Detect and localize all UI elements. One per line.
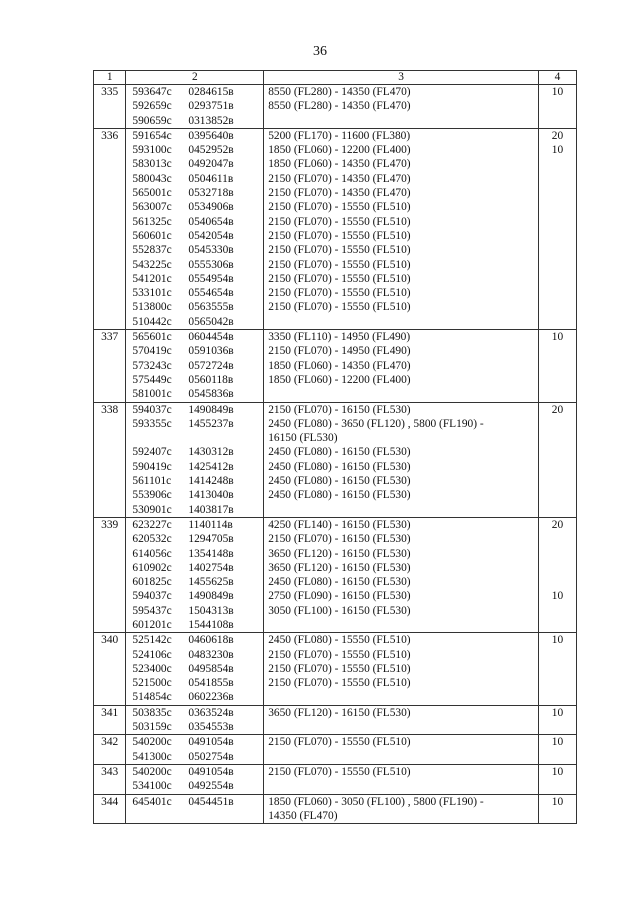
coordinates-cell: [126, 330, 264, 402]
longitude: 1402754в: [188, 561, 234, 574]
altitude-range: 2150 (FL070) - 16150 (FL530): [268, 403, 411, 416]
value: 20: [551, 129, 564, 142]
coordinate-line: [132, 460, 263, 474]
page-number: 36: [313, 44, 327, 59]
value-cell: [539, 330, 577, 402]
altitude-range: 3650 (FL120) - 16150 (FL530): [268, 547, 411, 560]
longitude: 0293751в: [188, 100, 234, 113]
altitude-range: 2150 (FL070) - 15550 (FL510): [268, 301, 411, 314]
row-number: 336: [94, 128, 126, 329]
value: 10: [551, 706, 564, 719]
altitude-range: 2150 (FL070) - 14350 (FL470): [268, 172, 411, 185]
value-cell: [539, 705, 577, 735]
latitude: 503835с: [132, 706, 172, 719]
altitude-cell: [264, 764, 539, 794]
altitude-range: 2150 (FL070) - 14350 (FL470): [268, 187, 411, 200]
latitude: 573243с: [132, 359, 172, 372]
coordinate-line: [132, 735, 263, 749]
table-body: [94, 71, 577, 824]
header-col-1: 1: [94, 71, 126, 85]
coordinate-line: [132, 85, 263, 99]
longitude: 0560118в: [188, 373, 234, 386]
value-cell: [539, 764, 577, 794]
value-cell: [539, 633, 577, 705]
coordinate-line: [132, 114, 263, 128]
altitude-range: 2450 (FL080) - 15550 (FL510): [268, 634, 411, 647]
latitude: 521500с: [132, 677, 172, 690]
longitude: 0354553в: [188, 721, 234, 734]
longitude: 1414248в: [188, 475, 234, 488]
longitude: 1430312в: [188, 446, 234, 459]
value: [539, 547, 576, 561]
longitude: 0554654в: [188, 287, 234, 300]
longitude: 1455237в: [188, 417, 234, 430]
longitude: 1403817в: [188, 503, 234, 516]
coordinates-cell: [126, 764, 264, 794]
latitude: 583013с: [132, 158, 172, 171]
coordinate-line: [132, 200, 263, 214]
latitude: 561101с: [132, 475, 172, 488]
coordinate-line: [132, 258, 263, 272]
longitude: 1490849в: [188, 403, 234, 416]
altitude-cell: [264, 735, 539, 765]
latitude: 540200с: [132, 765, 172, 778]
altitude-range: 5200 (FL170) - 11600 (FL380): [268, 129, 411, 142]
value: 10: [551, 634, 564, 647]
coordinates-cell: [126, 735, 264, 765]
altitude-range: 2450 (FL080) - 16150 (FL530): [268, 576, 411, 589]
value: 10: [551, 86, 564, 98]
latitude: 645401с: [132, 795, 172, 808]
coordinate-line: [132, 706, 263, 720]
coordinates-cell: [126, 517, 264, 632]
coordinate-line: [132, 618, 263, 632]
coordinate-line: [132, 633, 263, 647]
altitude-range: 2150 (FL070) - 14950 (FL490): [268, 345, 411, 358]
latitude: 593647с: [132, 86, 172, 98]
altitude-cell: [264, 633, 539, 705]
value: 20: [551, 518, 564, 531]
table-row: [94, 402, 577, 517]
coordinate-line: [132, 561, 263, 575]
latitude: 565601с: [132, 331, 172, 344]
longitude: 0532718в: [188, 187, 234, 200]
coordinate-line: [132, 779, 263, 793]
altitude-range: 3650 (FL120) - 16150 (FL530): [268, 706, 411, 719]
longitude: 1294705в: [188, 533, 234, 546]
airspace-table: [93, 70, 577, 824]
altitude-range: 14350 (FL470): [268, 809, 338, 822]
coordinate-line: [132, 648, 263, 662]
latitude: 553906с: [132, 489, 172, 502]
latitude: 541300с: [132, 750, 172, 763]
coordinate-line: [132, 243, 263, 257]
latitude: 534100с: [132, 780, 172, 793]
altitude-cell: [264, 705, 539, 735]
altitude-range: 2150 (FL070) - 15550 (FL510): [268, 736, 411, 749]
longitude: 0565042в: [188, 315, 234, 328]
altitude-range: 8550 (FL280) - 14350 (FL470): [268, 100, 411, 113]
longitude: 0555306в: [188, 258, 234, 271]
longitude: 1425412в: [188, 460, 234, 473]
altitude-range: 2150 (FL070) - 15550 (FL510): [268, 677, 411, 690]
row-number: 343: [94, 764, 126, 794]
altitude-range: 2450 (FL080) - 3650 (FL120) , 5800 (FL190) -: [268, 417, 484, 430]
latitude: 533101с: [132, 287, 172, 300]
altitude-range: 2150 (FL070) - 15550 (FL510): [268, 272, 411, 285]
altitude-range: 4250 (FL140) - 16150 (FL530): [268, 518, 411, 531]
latitude: 594037с: [132, 590, 172, 603]
longitude: 0572724в: [188, 359, 234, 372]
coordinate-line: [132, 676, 263, 690]
altitude-range: 3050 (FL100) - 16150 (FL530): [268, 604, 411, 617]
longitude: 1490849в: [188, 590, 234, 603]
value: [539, 575, 576, 589]
value: [539, 532, 576, 546]
header-col-2: 2: [126, 71, 264, 85]
coordinate-line: [132, 300, 263, 314]
value: 10: [551, 736, 564, 749]
table-row: [94, 128, 577, 329]
longitude: 0591036в: [188, 345, 234, 358]
longitude: 0604454в: [188, 331, 234, 344]
latitude: 561325с: [132, 215, 172, 228]
header-row: [94, 71, 577, 85]
longitude: 0545836в: [188, 388, 234, 401]
coordinate-line: [132, 589, 263, 603]
altitude-range: 8550 (FL280) - 14350 (FL470): [268, 86, 411, 98]
longitude: 0460618в: [188, 634, 234, 647]
coordinate-line: [132, 518, 263, 532]
longitude: 0495854в: [188, 662, 234, 675]
altitude-range: 2150 (FL070) - 16150 (FL530): [268, 533, 411, 546]
table-row: [94, 330, 577, 402]
latitude: 590659с: [132, 114, 172, 127]
value-cell: [539, 517, 577, 632]
latitude: 594037с: [132, 403, 172, 416]
row-number: 338: [94, 402, 126, 517]
altitude-cell: [264, 794, 539, 824]
coordinate-line: [132, 575, 263, 589]
value: 10: [551, 765, 564, 778]
value-cell: [539, 85, 577, 129]
header-col-3: 3: [264, 71, 539, 85]
altitude-range: 2150 (FL070) - 15550 (FL510): [268, 244, 411, 257]
longitude: 0395640в: [188, 129, 234, 142]
coordinate-line: [132, 720, 263, 734]
coordinate-line: [132, 157, 263, 171]
altitude-range: 3350 (FL110) - 14950 (FL490): [268, 331, 411, 344]
coordinate-line: [132, 474, 263, 488]
coordinates-cell: [126, 402, 264, 517]
latitude: 623227с: [132, 518, 172, 531]
altitude-range: 1850 (FL060) - 14350 (FL470): [268, 158, 411, 171]
latitude: 525142с: [132, 634, 172, 647]
longitude: 0313852в: [188, 114, 234, 127]
coordinates-cell: [126, 85, 264, 129]
latitude: 593100с: [132, 144, 172, 157]
coordinate-line: [132, 417, 263, 431]
value: [539, 561, 576, 575]
altitude-cell: [264, 330, 539, 402]
altitude-cell: [264, 402, 539, 517]
coordinate-line: [132, 330, 263, 344]
row-number: 341: [94, 705, 126, 735]
longitude: 0363524в: [188, 706, 234, 719]
altitude-range: 1850 (FL060) - 14350 (FL470): [268, 359, 411, 372]
coordinates-cell: [126, 128, 264, 329]
longitude: 0454451в: [188, 795, 234, 808]
altitude-range: 2150 (FL070) - 15550 (FL510): [268, 287, 411, 300]
altitude-range: 2750 (FL090) - 16150 (FL530): [268, 590, 411, 603]
altitude-cell: [264, 128, 539, 329]
latitude: 592407с: [132, 446, 172, 459]
coordinate-line: [132, 795, 263, 809]
latitude: 563007с: [132, 201, 172, 214]
value: 10: [551, 144, 564, 157]
longitude: 1140114в: [188, 518, 233, 531]
latitude: 510442с: [132, 315, 172, 328]
table-row: [94, 735, 577, 765]
longitude: 1455625в: [188, 576, 234, 589]
latitude: 593355с: [132, 417, 172, 430]
latitude: 540200с: [132, 736, 172, 749]
coordinates-cell: [126, 794, 264, 824]
coordinate-line: [132, 373, 263, 387]
longitude: 0491054в: [188, 736, 234, 749]
longitude: 0284615в: [188, 86, 234, 98]
value-cell: [539, 794, 577, 824]
row-number: 339: [94, 517, 126, 632]
coordinate-line: [132, 315, 263, 329]
coordinate-line: [132, 129, 263, 143]
longitude: 0534906в: [188, 201, 234, 214]
latitude: 591654с: [132, 129, 172, 142]
latitude: 614056с: [132, 547, 172, 560]
longitude: 0540654в: [188, 215, 234, 228]
altitude-cell: [264, 85, 539, 129]
coordinate-line: [132, 604, 263, 618]
coordinate-line: [132, 286, 263, 300]
altitude-range: 1850 (FL060) - 12200 (FL400): [268, 373, 411, 386]
coordinate-line: [132, 229, 263, 243]
latitude: 541201с: [132, 272, 172, 285]
value-cell: [539, 402, 577, 517]
altitude-range: 2450 (FL080) - 16150 (FL530): [268, 475, 411, 488]
coordinate-line: [132, 662, 263, 676]
longitude: 0542054в: [188, 229, 234, 242]
latitude: 590419с: [132, 460, 172, 473]
latitude: 513800с: [132, 301, 172, 314]
altitude-range: 16150 (FL530): [268, 432, 338, 445]
latitude: 620532с: [132, 533, 172, 546]
altitude-range: 2150 (FL070) - 15550 (FL510): [268, 662, 411, 675]
latitude: 581001с: [132, 388, 172, 401]
longitude: 0502754в: [188, 750, 234, 763]
table-row: [94, 85, 577, 129]
value-cell: [539, 128, 577, 329]
coordinate-line: [132, 272, 263, 286]
table-row: [94, 633, 577, 705]
table-row: [94, 705, 577, 735]
value-cell: [539, 735, 577, 765]
latitude: 580043с: [132, 172, 172, 185]
latitude: 592659с: [132, 100, 172, 113]
longitude: 0504611в: [188, 172, 234, 185]
altitude-range: 2150 (FL070) - 15550 (FL510): [268, 215, 411, 228]
row-number: 337: [94, 330, 126, 402]
row-number: 340: [94, 633, 126, 705]
altitude-range: 2450 (FL080) - 16150 (FL530): [268, 460, 411, 473]
latitude: 543225с: [132, 258, 172, 271]
longitude: 0602236в: [188, 691, 234, 704]
latitude: 575449с: [132, 373, 172, 386]
row-number: 342: [94, 735, 126, 765]
altitude-range: 2150 (FL070) - 15550 (FL510): [268, 229, 411, 242]
latitude: 601201с: [132, 618, 172, 631]
coordinate-line: [132, 172, 263, 186]
longitude: 1354148в: [188, 547, 234, 560]
coordinate-line: [132, 186, 263, 200]
coordinate-line: [132, 445, 263, 459]
latitude: 530901с: [132, 503, 172, 516]
latitude: 514854с: [132, 691, 172, 704]
longitude: 1544108в: [188, 618, 234, 631]
coordinate-line: [132, 750, 263, 764]
longitude: 0483230в: [188, 648, 234, 661]
coordinate-line: [132, 403, 263, 417]
latitude: 552837с: [132, 244, 172, 257]
coordinate-line: [132, 690, 263, 704]
coordinate-line: [132, 387, 263, 401]
longitude: 1504313в: [188, 604, 234, 617]
longitude: 0492047в: [188, 158, 234, 171]
altitude-range: 2450 (FL080) - 16150 (FL530): [268, 446, 411, 459]
table-row: [94, 517, 577, 632]
value: 10: [551, 590, 564, 603]
longitude: 0492554в: [188, 780, 234, 793]
coordinate-line: [132, 503, 263, 517]
table-row: [94, 794, 577, 824]
coordinate-line: [132, 488, 263, 502]
coordinate-line: [132, 99, 263, 113]
longitude: 0545330в: [188, 244, 234, 257]
value: 10: [551, 795, 564, 808]
latitude: 565001с: [132, 187, 172, 200]
table-row: [94, 764, 577, 794]
coordinate-line: [132, 765, 263, 779]
value: 20: [551, 403, 564, 416]
altitude-range: 1850 (FL060) - 3050 (FL100) , 5800 (FL190) -: [268, 795, 484, 808]
coordinate-line: [132, 344, 263, 358]
coordinate-line: [132, 143, 263, 157]
altitude-range: 2150 (FL070) - 15550 (FL510): [268, 648, 411, 661]
altitude-cell: [264, 517, 539, 632]
latitude: 610902с: [132, 561, 172, 574]
latitude: 524106с: [132, 648, 172, 661]
altitude-range: 2150 (FL070) - 15550 (FL510): [268, 258, 411, 271]
longitude: 0554954в: [188, 272, 234, 285]
coordinates-cell: [126, 705, 264, 735]
longitude: 0491054в: [188, 765, 234, 778]
header-col-4: 4: [539, 71, 577, 85]
coordinate-line: [132, 431, 263, 445]
latitude: 560601с: [132, 229, 172, 242]
row-number: 344: [94, 794, 126, 824]
latitude: 570419с: [132, 345, 172, 358]
longitude: 1413040в: [188, 489, 234, 502]
longitude: 0541855в: [188, 677, 234, 690]
altitude-range: 1850 (FL060) - 12200 (FL400): [268, 144, 411, 157]
row-number: 335: [94, 85, 126, 129]
coordinates-cell: [126, 633, 264, 705]
longitude: 0563555в: [188, 301, 234, 314]
altitude-range: 2150 (FL070) - 15550 (FL510): [268, 765, 411, 778]
coordinate-line: [132, 547, 263, 561]
altitude-range: 3650 (FL120) - 16150 (FL530): [268, 561, 411, 574]
coordinate-line: [132, 532, 263, 546]
latitude: 601825с: [132, 576, 172, 589]
value: 10: [551, 331, 564, 344]
latitude: 595437с: [132, 604, 172, 617]
longitude: 0452952в: [188, 144, 234, 157]
latitude: 503159с: [132, 721, 172, 734]
latitude: 523400с: [132, 662, 172, 675]
altitude-range: 2450 (FL080) - 16150 (FL530): [268, 489, 411, 502]
coordinate-line: [132, 215, 263, 229]
coordinate-line: [132, 359, 263, 373]
altitude-range: 2150 (FL070) - 15550 (FL510): [268, 201, 411, 214]
